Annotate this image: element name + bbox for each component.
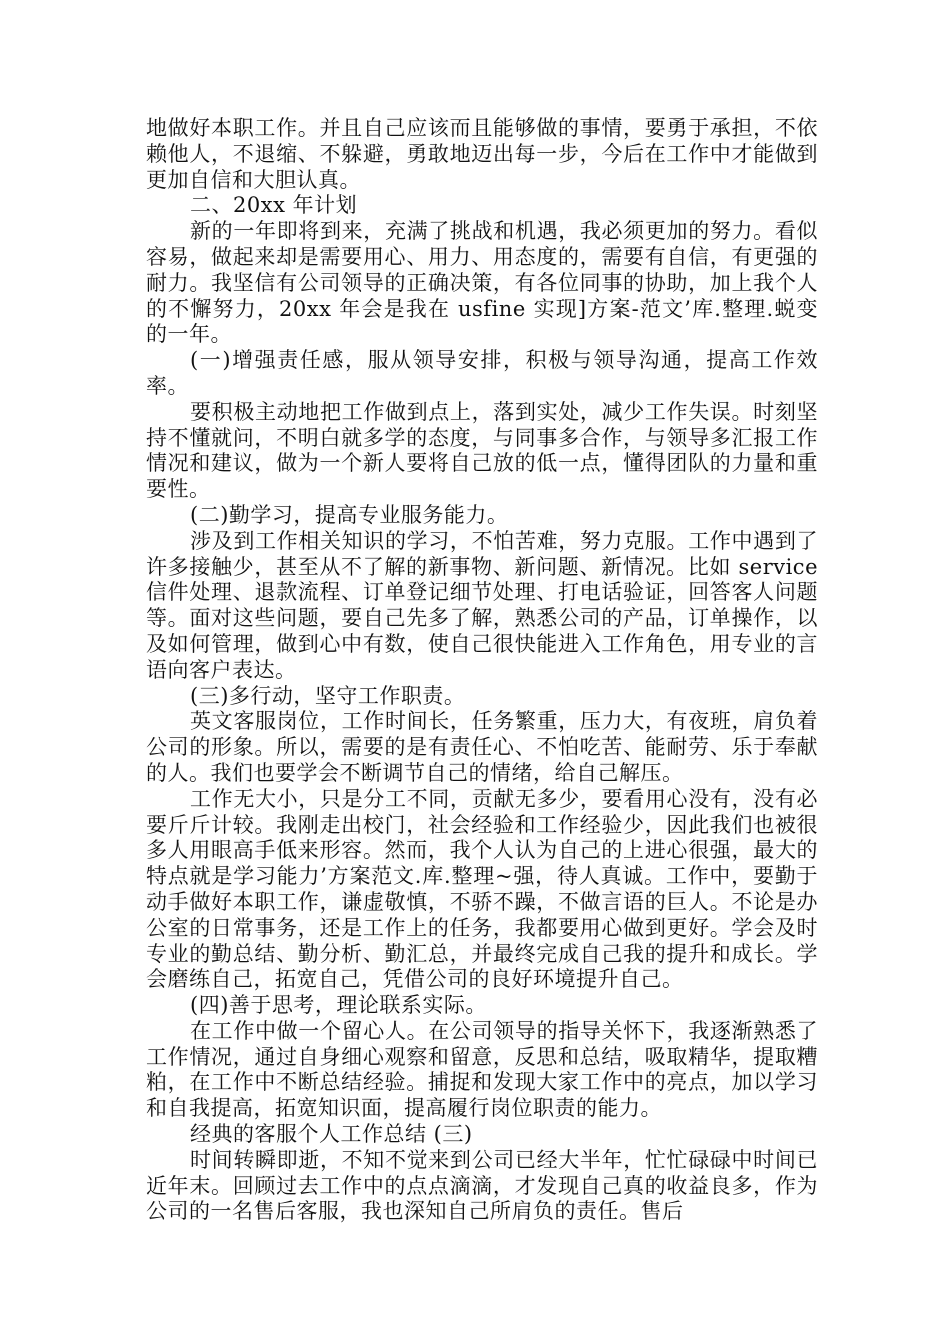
- paragraph: 涉及到工作相关知识的学习，不怕苦难，努力克服。工作中遇到了许多接触少，甚至从不了解的新事物、新问题、新情况。比如 service 信件处理、退款流程、订单登记细节处理、打电话验证，回答客人问题等。面对这些问题，要自己先多了解，熟悉公司的产品，订单操作，以及如何管理，做到心中有数，使自己很快能进入工作角色，用专业的言语向客户表达。: [146, 528, 818, 682]
- paragraph: 英文客服岗位，工作时间长，任务繁重，压力大，有夜班，肩负着公司的形象。所以，需要的是有责任心、不怕吃苦、能耐劳、乐于奉献的人。我们也要学会不断调节自己的情绪，给自己解压。: [146, 709, 818, 785]
- paragraph: 要积极主动地把工作做到点上，落到实处，减少工作失误。时刻坚持不懂就问，不明白就多学的态度，与同事多合作，与领导多汇报工作情况和建议，做为一个新人要将自己放的低一点，懂得团队的力量和重要性。: [146, 399, 818, 502]
- section-heading-plan: 二、20xx 年计划: [190, 193, 358, 218]
- paragraph-continuation: 地做好本职工作。并且自己应该而且能够做的事情，要勇于承担，不依赖他人，不退缩、不躲避，勇敢地迈出每一步，今后在工作中才能做到更加自信和大胆认真。: [146, 116, 818, 192]
- subheading-action: (三)多行动，坚守工作职责。: [190, 683, 466, 708]
- subheading-study: (二)勤学习，提高专业服务能力。: [190, 502, 509, 527]
- paragraph: 新的一年即将到来，充满了挑战和机遇，我必须更加的努力。看似容易，做起来却是需要用心、用力、用态度的，需要有自信，有更强的耐力。我坚信有公司领导的正确决策，有各位同事的协助，加上我个人的不懈努力，20xx 年会是我在 usfine 实现]方案-范文’库.整理.蜕变的一年。: [146, 219, 818, 347]
- article-title: 经典的客服个人工作总结 (三): [190, 1122, 473, 1147]
- paragraph: 工作无大小，只是分工不同，贡献无多少，要看用心没有，没有必要斤斤计较。我刚走出校门，社会经验和工作经验少，因此我们也被很多人用眼高手低来形容。然而，我个人认为自己的上进心很强，最大的特点就是学习能力’方案范文.库.整理~强，待人真诚。工作中，要勤于动手做好本职工作，谦虚敬慎，不骄不躁，不做言语的巨人。不论是办公室的日常事务，还是工作上的任务，我都要用心做到更好。学会及时专业的勤总结、勤分析、勤汇总，并最终完成自己我的提升和成长。学会磨练自己，拓宽自己，凭借公司的良好环境提升自己。: [146, 786, 818, 992]
- document-body: [146, 116, 818, 1225]
- subheading-thinking: (四)善于思考，理论联系实际。: [190, 993, 487, 1018]
- paragraph: 在工作中做一个留心人。在公司领导的指导关怀下，我逐渐熟悉了工作情况，通过自身细心观察和留意，反思和总结，吸取精华，提取糟粕，在工作中不断总结经验。捕捉和发现大家工作中的亮点，加以学习和自我提高，拓宽知识面，提高履行岗位职责的能力。: [146, 1018, 818, 1121]
- subheading-responsibility: (一)增强责任感，服从领导安排，积极与领导沟通，提高工作效率。: [146, 348, 818, 398]
- paragraph: 时间转瞬即逝，不知不觉来到公司已经大半年，忙忙碌碌中时间已近年末。回顾过去工作中的点点滴滴，才发现自己真的收益良多，作为公司的一名售后客服，我也深知自己所肩负的责任。售后: [146, 1147, 818, 1224]
